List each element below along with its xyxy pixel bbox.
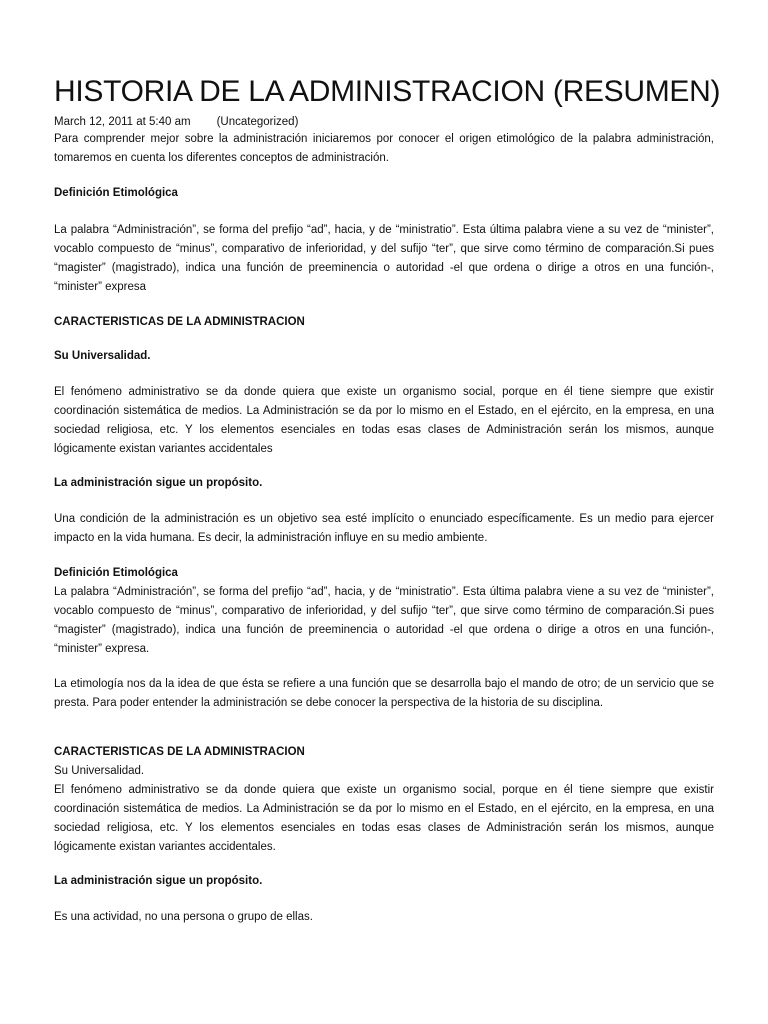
section-heading-caracteristicas-2: CARACTERISTICAS DE LA ADMINISTRACION (54, 746, 305, 758)
paragraph-etimologia: La etimología nos da la idea de que ésta se refiere a una función que se desarrolla bajo el mando de otro; de un servicio que se presta. Para poder entender la administración se debe conocer la perspectiva de la historia de su disciplina. (54, 678, 714, 709)
subheading-universalidad-1: Su Universalidad. (54, 350, 151, 362)
subheading-proposito-1: La administración sigue un propósito. (54, 477, 263, 489)
post-date: March 12, 2011 at 5:40 am (54, 116, 191, 128)
paragraph-universalidad-2: El fenómeno administrativo se da donde quiera que existe un organismo social, porque en él tiene siempre que existir coordinación sistemática de medios. La Administración se da por lo mismo en el Estado, en el ejército, en la empresa, en una sociedad religiosa, etc. Y los elementos esenciales en todas esas clases de Administración serán los mismos, aunque lógicamente existan variantes accidentales. (54, 784, 714, 853)
paragraph-definicion-1: La palabra “Administración”, se forma del prefijo “ad”, hacia, y de “ministratio”. Esta última palabra viene a su vez de “minister”, vocablo compuesto de “minus”, comparativo de inferioridad, y del sufijo “ter”, que sirve como término de comparación.Si pues “magister” (magistrado), indica una función de preeminencia o autoridad -el que ordena o dirige a otros en una función-, “minister” expresa (54, 224, 714, 293)
document-page (54, 70, 721, 927)
paragraph-universalidad-1: El fenómeno administrativo se da donde quiera que existe un organismo social, porque en él tiene siempre que existir coordinación sistemática de medios. La Administración se da por lo mismo en el Estado, en el ejército, en la empresa, en una sociedad religiosa, etc. Y los elementos esenciales en todas esas clases de Administración serán los mismos, aunque lógicamente existan variantes accidentales (54, 386, 714, 455)
post-category: (Uncategorized) (216, 116, 299, 128)
section-heading-definicion-2: Definición Etimológica (54, 567, 178, 579)
section-heading-caracteristicas-1: CARACTERISTICAS DE LA ADMINISTRACION (54, 316, 305, 328)
post-meta (54, 114, 714, 130)
intro-paragraph: Para comprender mejor sobre la administración iniciaremos por conocer el origen etimológico de la palabra administración, tomaremos en cuenta los diferentes conceptos de administración. (54, 133, 714, 164)
section-heading-definicion-1: Definición Etimológica (54, 187, 178, 199)
paragraph-proposito-1: Una condición de la administración es un objetivo sea esté implícito o enunciado específicamente. Es un medio para ejercer impacto en la vida humana. Es decir, la administración influye en su medio ambiente. (54, 513, 714, 544)
subheading-universalidad-2: Su Universalidad. (54, 765, 145, 777)
subheading-proposito-2: La administración sigue un propósito. (54, 875, 263, 887)
paragraph-definicion-2: La palabra “Administración”, se forma del prefijo “ad”, hacia, y de “ministratio”. Esta última palabra viene a su vez de “minister”, vocablo compuesto de “minus”, comparativo de inferioridad, y del sufijo “ter”, que sirve como término de comparación.Si pues “magister” (magistrado), indica una función de preeminencia o autoridad -el que ordena o dirige a otros en una función-, “minister” expresa. (54, 586, 714, 655)
page-title: HISTORIA DE LA ADMINISTRACION (RESUMEN) (54, 75, 721, 108)
paragraph-actividad: Es una actividad, no una persona o grupo de ellas. (54, 911, 313, 923)
